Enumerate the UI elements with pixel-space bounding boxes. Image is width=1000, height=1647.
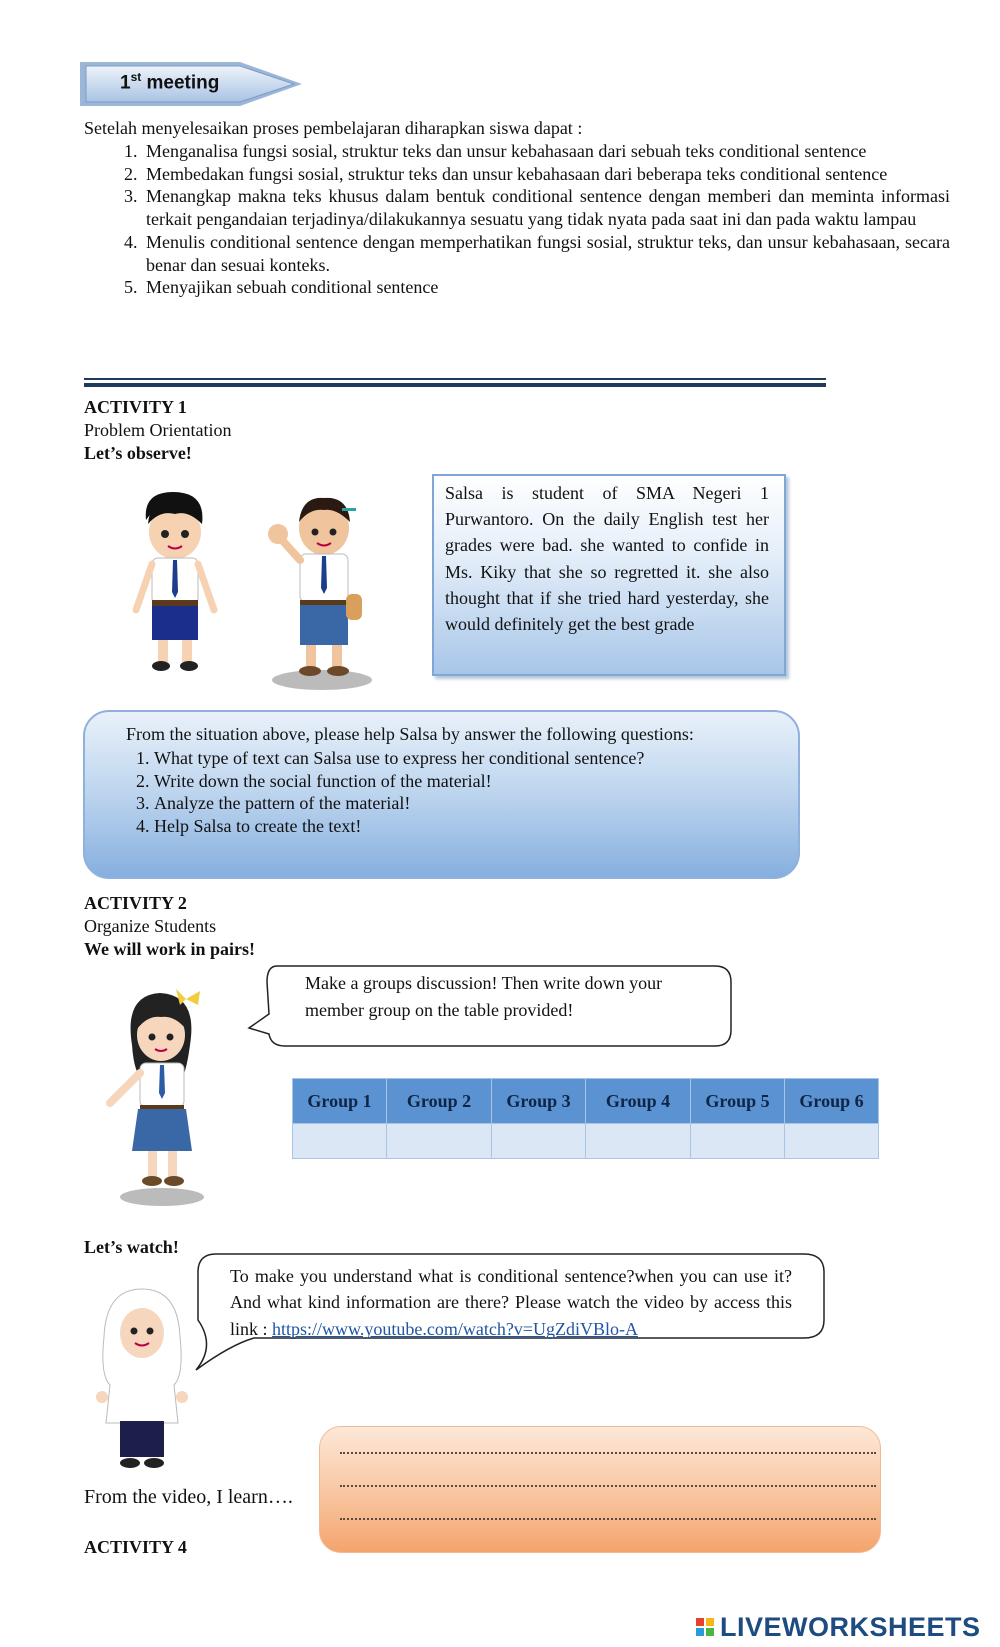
video-link[interactable]: https://www.youtube.com/watch?v=UgZdiVBlo-A (272, 1318, 638, 1339)
table-header: Group 2 (387, 1079, 492, 1124)
watch-heading: Let’s watch! (84, 1237, 179, 1257)
table-header: Group 3 (492, 1079, 586, 1124)
group-2-input[interactable] (387, 1124, 492, 1159)
questions-intro: From the situation above, please help Salsa by answer the following questions: (126, 724, 694, 744)
learn-label: From the video, I learn…. (84, 1486, 293, 1508)
table-header: Group 6 (785, 1079, 879, 1124)
notes-box (319, 1426, 881, 1553)
list-item: 4. Menulis conditional sentence dengan memperhatikan fungsi sosial, struktur teks, dan unsur kebahasaan, secara benar dan sesuai konteks. (142, 231, 950, 276)
group-1-input[interactable] (293, 1124, 387, 1159)
activity2-title: ACTIVITY 2 (84, 893, 187, 913)
list-item: 4. Help Salsa to create the text! (154, 815, 644, 838)
objectives-intro: Setelah menyelesaikan proses pembelajaran diharapkan siswa dapat : (84, 118, 583, 138)
list-item: 3. Menangkap makna teks khusus dalam bentuk conditional sentence dengan memberi dan meminta informasi terkait pengandaian terjadinya/dilakukannya sesuatu yang tidak nyata pada saat ini dan pada waktu lampau (142, 185, 950, 230)
answer-line-2[interactable] (340, 1485, 876, 1487)
answer-line-1[interactable] (340, 1452, 876, 1454)
girl-student-illustration (104, 985, 214, 1210)
activity2-subtitle: Organize Students (84, 916, 217, 936)
activity2-prompt: We will work in pairs! (84, 939, 256, 959)
activity1-subtitle: Problem Orientation (84, 420, 232, 440)
list-item: 1. Menganalisa fungsi sosial, struktur teks dan unsur kebahasaan dari sebuah teks conditional sentence (142, 140, 950, 163)
divider (84, 383, 826, 387)
answer-line-3[interactable] (340, 1518, 876, 1520)
objectives-list (112, 140, 950, 299)
watch-instruction-text (230, 1263, 792, 1342)
hijab-girl-illustration (92, 1285, 192, 1475)
group-6-input[interactable] (785, 1124, 879, 1159)
table-header: Group 4 (586, 1079, 691, 1124)
list-item: 1. What type of text can Salsa use to express her conditional sentence? (154, 747, 644, 770)
boy-student-illustration (128, 490, 223, 685)
boy-student-waving-illustration (262, 490, 382, 695)
table-header: Group 1 (293, 1079, 387, 1124)
liveworksheets-logo-icon (696, 1618, 718, 1640)
activity4-title: ACTIVITY 4 (84, 1537, 187, 1557)
list-item: 3. Analyze the pattern of the material! (154, 792, 644, 815)
list-item: 2. Membedakan fungsi sosial, struktur teks dan unsur kebahasaan dari beberapa teks conditional sentence (142, 163, 950, 186)
divider (84, 378, 826, 380)
group-3-input[interactable] (492, 1124, 586, 1159)
group-table (292, 1078, 879, 1159)
liveworksheets-logo: LIVEWORKSHEETS (720, 1612, 981, 1642)
group-5-input[interactable] (691, 1124, 785, 1159)
story-text: Salsa is student of SMA Negeri 1 Purwantoro. On the daily English test her grades were bad. she wanted to confide in Ms. Kiky that she so regretted it. she also thought that if she tried hard yesterday, she would definitely get the best grade (445, 483, 769, 635)
activity1-title: ACTIVITY 1 (84, 397, 187, 417)
questions-list (128, 747, 644, 837)
activity1-prompt: Let’s observe! (84, 443, 192, 463)
group-instruction-text: Make a groups discussion! Then write down your member group on the table provided! (305, 973, 663, 1020)
group-4-input[interactable] (586, 1124, 691, 1159)
list-item: 2. Write down the social function of the material! (154, 770, 644, 793)
watch-instruction-body: To make you understand what is conditional sentence?when you can use it? And what kind information are there? Please watch the video by access this link : (230, 1266, 792, 1339)
list-item: 5. Menyajikan sebuah conditional sentence (142, 276, 950, 299)
table-header: Group 5 (691, 1079, 785, 1124)
meeting-title: 1st meeting (120, 70, 220, 94)
